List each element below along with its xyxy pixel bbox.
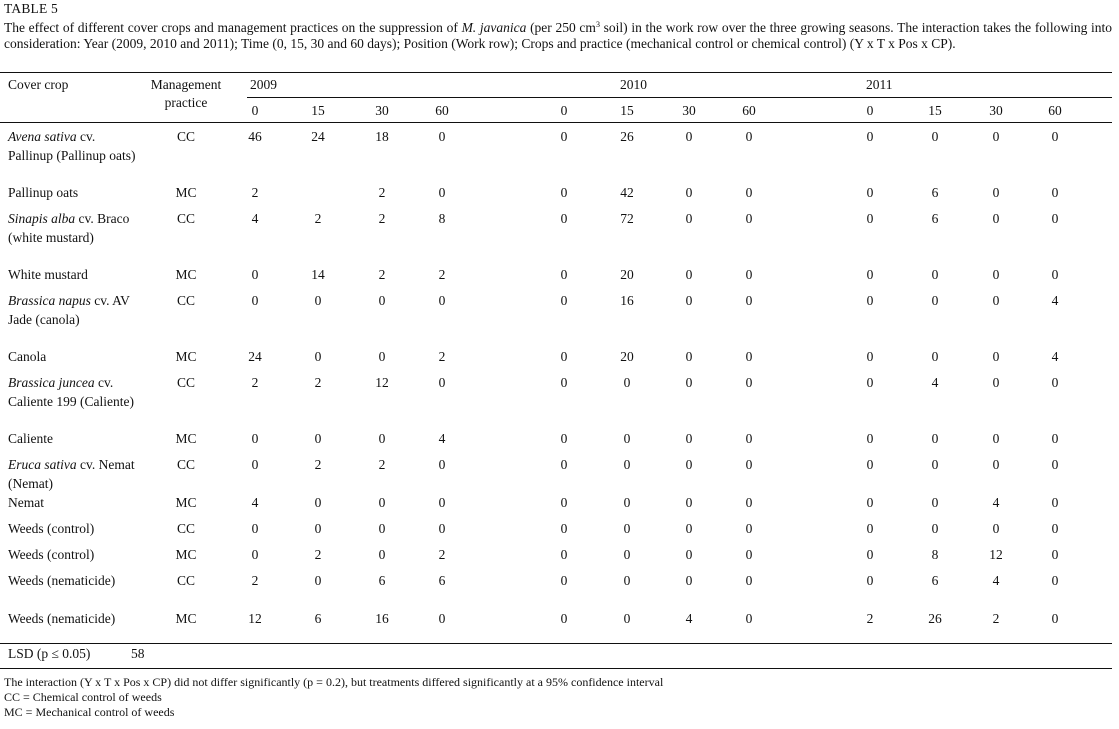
value-cell: 2: [251, 573, 259, 588]
crop-common-name: cv. Nemat (Nemat): [8, 457, 135, 491]
caption-text-2: (per 250 cm: [526, 20, 596, 35]
cover-crop-cell: [8, 374, 138, 411]
value-cell: 0: [623, 573, 631, 588]
value-cell: 0: [560, 211, 568, 226]
value-cell: 0: [931, 349, 939, 364]
time-header: 30: [682, 103, 696, 118]
footnote-cc: CC = Chemical control of weeds: [4, 690, 162, 704]
value-cell: 0: [623, 521, 631, 536]
value-cell: 0: [866, 547, 874, 562]
value-cell: 0: [438, 375, 446, 390]
value-cell: 26: [928, 611, 942, 626]
crop-common-name: Weeds (control): [8, 547, 95, 562]
value-cell: 0: [745, 547, 753, 562]
value-cell: 0: [685, 457, 693, 472]
crop-common-name: Pallinup oats: [8, 185, 79, 200]
value-cell: 2: [992, 611, 1000, 626]
cover-crop-cell: [8, 546, 138, 565]
value-cell: 0: [866, 375, 874, 390]
crop-common-name: cv. AV Jade (canola): [8, 293, 130, 327]
time-header: 15: [311, 103, 325, 118]
value-cell: 0: [685, 375, 693, 390]
value-cell: 24: [248, 349, 262, 364]
crop-common-name: Caliente: [8, 431, 53, 446]
cover-crop-cell: [8, 210, 138, 247]
value-cell: 0: [866, 457, 874, 472]
value-cell: 0: [931, 457, 939, 472]
value-cell: 0: [378, 547, 386, 562]
value-cell: 0: [866, 211, 874, 226]
time-header: 30: [989, 103, 1003, 118]
value-cell: 0: [745, 349, 753, 364]
management-cell: CC: [176, 129, 195, 144]
value-cell: 0: [560, 375, 568, 390]
caption-text-3: soil) in the work row over the three growing seasons. The interaction takes the following into consideration: Year (2009, 2010 and 2011); Time (0, 15, 30 and 60 days); Position (Work row); Crops and practice (mechanical control or chemical control) (Y x T x Pos x CP).: [4, 20, 1113, 51]
value-cell: 2: [378, 457, 386, 472]
management-cell: MC: [175, 495, 197, 510]
value-cell: 0: [560, 547, 568, 562]
table-label: TABLE 5: [4, 1, 58, 16]
value-cell: 0: [314, 495, 322, 510]
value-cell: 4: [992, 573, 1000, 588]
value-cell: 0: [314, 431, 322, 446]
header-cover-crop: Cover crop: [8, 77, 69, 92]
value-cell: 4: [251, 211, 259, 226]
time-header: 60: [742, 103, 756, 118]
value-cell: 0: [685, 267, 693, 282]
value-cell: 0: [745, 267, 753, 282]
value-cell: 0: [378, 521, 386, 536]
crop-species-name: Eruca sativa: [8, 457, 77, 472]
management-cell: CC: [176, 293, 195, 308]
value-cell: 2: [378, 267, 386, 282]
value-cell: 2: [378, 211, 386, 226]
value-cell: 2: [866, 611, 874, 626]
value-cell: 0: [251, 267, 259, 282]
value-cell: 8: [438, 211, 446, 226]
value-cell: 0: [314, 573, 322, 588]
value-cell: 0: [623, 457, 631, 472]
value-cell: 0: [866, 495, 874, 510]
value-cell: 0: [251, 521, 259, 536]
value-cell: 0: [378, 293, 386, 308]
value-cell: 2: [438, 267, 446, 282]
value-cell: 4: [1051, 293, 1059, 308]
value-cell: 0: [1051, 495, 1059, 510]
time-header: 60: [1048, 103, 1062, 118]
value-cell: 0: [314, 349, 322, 364]
crop-species-name: Brassica napus: [8, 293, 91, 308]
value-cell: 26: [620, 129, 634, 144]
value-cell: 0: [378, 495, 386, 510]
lsd-label: LSD (p ≤ 0.05): [8, 646, 91, 661]
value-cell: 20: [620, 349, 634, 364]
value-cell: 2: [314, 457, 322, 472]
value-cell: 0: [745, 293, 753, 308]
cover-crop-cell: [8, 610, 138, 629]
value-cell: 0: [992, 375, 1000, 390]
value-cell: 0: [378, 431, 386, 446]
value-cell: 0: [745, 211, 753, 226]
time-header: 30: [375, 103, 389, 118]
lsd-value: 58: [131, 646, 145, 661]
value-cell: 0: [251, 431, 259, 446]
value-cell: 0: [314, 293, 322, 308]
value-cell: 16: [620, 293, 634, 308]
value-cell: 0: [1051, 129, 1059, 144]
value-cell: 4: [438, 431, 446, 446]
value-cell: 0: [438, 611, 446, 626]
value-cell: 12: [989, 547, 1003, 562]
header-management-practice: Management practice: [150, 77, 222, 110]
value-cell: 2: [314, 375, 322, 390]
value-cell: 2: [251, 375, 259, 390]
value-cell: 0: [992, 431, 1000, 446]
crop-common-name: Weeds (nematicide): [8, 611, 116, 626]
table-caption: [4, 17, 1112, 52]
value-cell: 0: [560, 431, 568, 446]
value-cell: 0: [745, 129, 753, 144]
value-cell: 0: [931, 293, 939, 308]
value-cell: 0: [560, 349, 568, 364]
time-header: 60: [435, 103, 449, 118]
management-cell: MC: [175, 349, 197, 364]
management-cell: MC: [175, 267, 197, 282]
value-cell: 0: [992, 521, 1000, 536]
value-cell: 0: [560, 457, 568, 472]
value-cell: 0: [560, 521, 568, 536]
crop-species-name: Brassica juncea: [8, 375, 95, 390]
value-cell: 0: [623, 611, 631, 626]
management-cell: MC: [175, 185, 197, 200]
value-cell: 0: [251, 547, 259, 562]
value-cell: 0: [685, 495, 693, 510]
management-cell: MC: [175, 611, 197, 626]
value-cell: 0: [745, 611, 753, 626]
crop-common-name: cv. Caliente 199 (Caliente): [8, 375, 134, 409]
cover-crop-cell: [8, 456, 138, 493]
value-cell: 0: [931, 267, 939, 282]
value-cell: 0: [745, 375, 753, 390]
value-cell: 0: [1051, 547, 1059, 562]
management-cell: CC: [176, 211, 195, 226]
value-cell: 12: [375, 375, 389, 390]
value-cell: 0: [992, 185, 1000, 200]
value-cell: 0: [745, 431, 753, 446]
value-cell: 0: [438, 495, 446, 510]
footnote-interaction: The interaction (Y x T x Pos x CP) did not differ significantly (p = 0.2), but treatments differed significantly at a 95% confidence interval: [4, 675, 664, 689]
value-cell: 0: [623, 547, 631, 562]
year-header-2010: 2010: [620, 77, 647, 92]
value-cell: 4: [685, 611, 693, 626]
value-cell: 0: [1051, 185, 1059, 200]
caption-text-1: The effect of different cover crops and management practices on the suppression of: [4, 20, 462, 35]
value-cell: 0: [685, 211, 693, 226]
value-cell: 0: [251, 293, 259, 308]
value-cell: 0: [560, 611, 568, 626]
value-cell: 0: [745, 185, 753, 200]
crop-common-name: Weeds (nematicide): [8, 573, 116, 588]
value-cell: 8: [931, 547, 939, 562]
cover-crop-cell: [8, 266, 138, 285]
management-cell: CC: [176, 573, 195, 588]
value-cell: 42: [620, 185, 634, 200]
cover-crop-cell: [8, 184, 138, 203]
value-cell: 0: [992, 129, 1000, 144]
value-cell: 0: [685, 293, 693, 308]
cover-crop-cell: [8, 430, 138, 449]
value-cell: 0: [438, 185, 446, 200]
management-cell: MC: [175, 547, 197, 562]
value-cell: 0: [1051, 267, 1059, 282]
value-cell: 0: [745, 573, 753, 588]
value-cell: 0: [745, 521, 753, 536]
value-cell: 0: [1051, 211, 1059, 226]
value-cell: 20: [620, 267, 634, 282]
value-cell: 0: [314, 521, 322, 536]
value-cell: 4: [992, 495, 1000, 510]
value-cell: 72: [620, 211, 634, 226]
cover-crop-cell: [8, 348, 138, 367]
cover-crop-cell: [8, 292, 138, 329]
value-cell: 0: [685, 349, 693, 364]
time-header: 15: [620, 103, 634, 118]
crop-common-name: Nemat: [8, 495, 44, 510]
table-top-rule: [0, 72, 1112, 73]
value-cell: 0: [1051, 431, 1059, 446]
value-cell: 0: [1051, 521, 1059, 536]
value-cell: 0: [992, 457, 1000, 472]
value-cell: 0: [623, 495, 631, 510]
time-header: 15: [928, 103, 942, 118]
cover-crop-cell: [8, 494, 138, 513]
value-cell: 0: [866, 521, 874, 536]
value-cell: 0: [1051, 375, 1059, 390]
value-cell: 0: [866, 431, 874, 446]
value-cell: 46: [248, 129, 262, 144]
value-cell: 0: [438, 457, 446, 472]
value-cell: 0: [560, 185, 568, 200]
value-cell: 18: [375, 129, 389, 144]
value-cell: 6: [931, 185, 939, 200]
value-cell: 0: [745, 457, 753, 472]
value-cell: 2: [314, 211, 322, 226]
crop-common-name: cv. Braco (white mustard): [8, 211, 130, 245]
management-cell: MC: [175, 431, 197, 446]
cover-crop-cell: [8, 572, 138, 591]
footnote-mc: MC = Mechanical control of weeds: [4, 705, 175, 719]
header-bottom-rule: [0, 122, 1112, 123]
time-header: 0: [251, 103, 259, 118]
value-cell: 2: [438, 349, 446, 364]
value-cell: 0: [685, 547, 693, 562]
time-header: 0: [560, 103, 568, 118]
value-cell: 0: [866, 129, 874, 144]
crop-common-name: Weeds (control): [8, 521, 95, 536]
value-cell: 0: [931, 129, 939, 144]
value-cell: 0: [438, 129, 446, 144]
value-cell: 0: [866, 573, 874, 588]
time-header: 0: [866, 103, 874, 118]
value-cell: 6: [378, 573, 386, 588]
value-cell: 4: [1051, 349, 1059, 364]
value-cell: 24: [311, 129, 325, 144]
value-cell: 0: [1051, 573, 1059, 588]
year-header-2011: 2011: [866, 77, 893, 92]
year-subheader-rule: [247, 97, 1112, 98]
value-cell: 0: [438, 521, 446, 536]
value-cell: 0: [866, 267, 874, 282]
value-cell: 0: [623, 431, 631, 446]
value-cell: 0: [685, 431, 693, 446]
value-cell: 0: [560, 129, 568, 144]
value-cell: 0: [931, 431, 939, 446]
value-cell: 0: [685, 573, 693, 588]
value-cell: 0: [623, 375, 631, 390]
cover-crop-cell: [8, 128, 138, 165]
value-cell: 2: [251, 185, 259, 200]
value-cell: 14: [311, 267, 325, 282]
value-cell: 6: [931, 211, 939, 226]
crop-species-name: Sinapis alba: [8, 211, 76, 226]
value-cell: 0: [438, 293, 446, 308]
value-cell: 0: [1051, 611, 1059, 626]
value-cell: 0: [992, 267, 1000, 282]
value-cell: 0: [251, 457, 259, 472]
value-cell: 0: [866, 293, 874, 308]
value-cell: 0: [866, 185, 874, 200]
body-bottom-rule: [0, 643, 1112, 644]
value-cell: 12: [248, 611, 262, 626]
value-cell: 0: [745, 495, 753, 510]
value-cell: 6: [438, 573, 446, 588]
table-bottom-rule: [0, 668, 1112, 669]
caption-species: M. javanica: [461, 20, 527, 35]
value-cell: 6: [931, 573, 939, 588]
crop-common-name: cv. Pallinup (Pallinup oats): [8, 129, 136, 163]
value-cell: 0: [992, 349, 1000, 364]
crop-common-name: Canola: [8, 349, 47, 364]
management-cell: CC: [176, 457, 195, 472]
value-cell: 0: [378, 349, 386, 364]
crop-common-name: White mustard: [8, 267, 88, 282]
value-cell: 0: [560, 293, 568, 308]
value-cell: 0: [685, 129, 693, 144]
value-cell: 0: [866, 349, 874, 364]
value-cell: 2: [378, 185, 386, 200]
caption-superscript: 3: [595, 20, 600, 29]
year-header-2009: 2009: [250, 77, 277, 92]
value-cell: 0: [1051, 457, 1059, 472]
management-cell: CC: [176, 521, 195, 536]
value-cell: 0: [931, 495, 939, 510]
value-cell: 0: [685, 185, 693, 200]
value-cell: 16: [375, 611, 389, 626]
value-cell: 2: [314, 547, 322, 562]
value-cell: 0: [685, 521, 693, 536]
value-cell: 4: [931, 375, 939, 390]
crop-species-name: Avena sativa: [8, 129, 77, 144]
value-cell: 2: [438, 547, 446, 562]
value-cell: 6: [314, 611, 322, 626]
value-cell: 0: [560, 267, 568, 282]
cover-crop-cell: [8, 520, 138, 539]
value-cell: 0: [560, 573, 568, 588]
value-cell: 4: [251, 495, 259, 510]
value-cell: 0: [992, 293, 1000, 308]
management-cell: CC: [176, 375, 195, 390]
value-cell: 0: [560, 495, 568, 510]
value-cell: 0: [931, 521, 939, 536]
value-cell: 0: [992, 211, 1000, 226]
